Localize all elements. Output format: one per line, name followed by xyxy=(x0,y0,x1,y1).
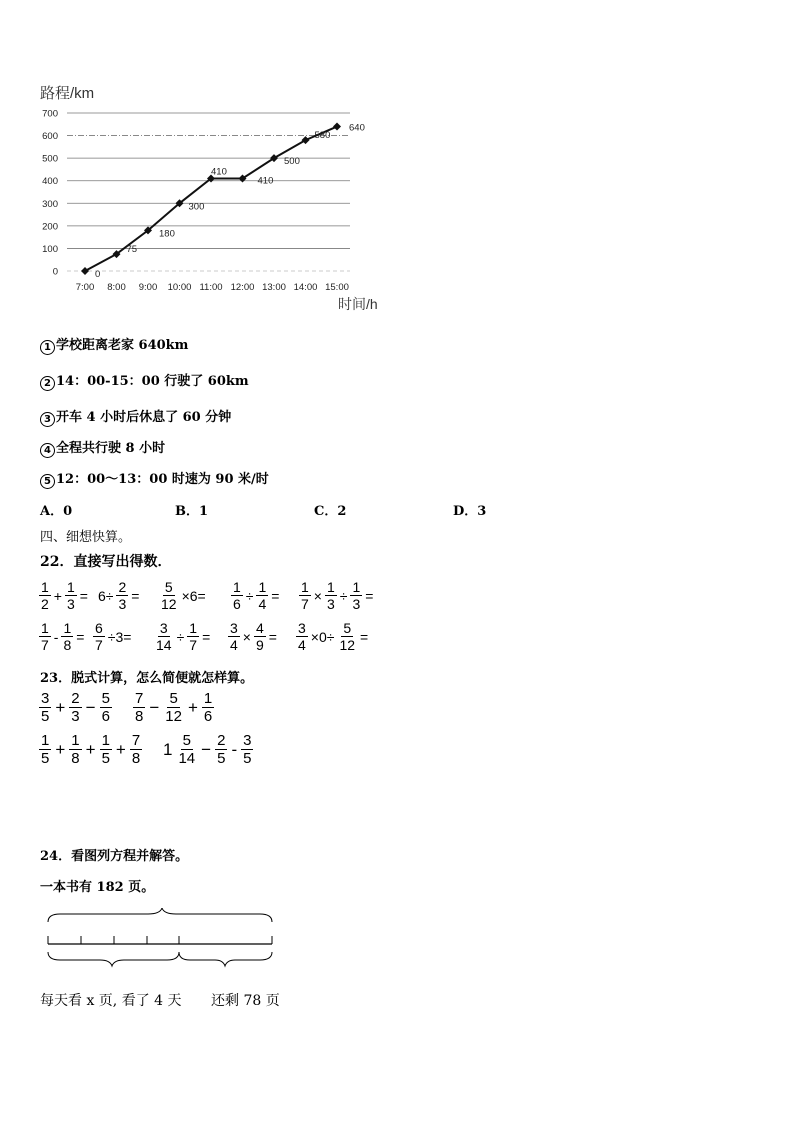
operator: 1 xyxy=(163,739,173,759)
circle-number-icon: 3 xyxy=(40,412,55,427)
data-label: 580 xyxy=(314,130,331,142)
denominator: 5 xyxy=(243,750,252,767)
denominator: 2 xyxy=(41,596,49,612)
denominator: 5 xyxy=(41,750,50,767)
fraction xyxy=(39,621,51,652)
statement-1: 1 学校距离老家 640km xyxy=(40,334,188,355)
fraction xyxy=(69,691,81,724)
operator: = xyxy=(131,587,140,604)
operator: = xyxy=(365,587,374,604)
data-label: 75 xyxy=(126,244,138,256)
x-tick-label: 7:00 xyxy=(75,282,95,293)
data-point xyxy=(81,267,89,275)
operator: ÷ xyxy=(176,628,185,645)
fraction xyxy=(159,580,179,611)
numerator: 1 xyxy=(41,732,50,749)
mental-expr xyxy=(230,580,281,611)
numerator: 3 xyxy=(243,732,252,749)
operator: = xyxy=(202,628,211,645)
denominator: 8 xyxy=(131,750,141,767)
operator: ×0÷ xyxy=(310,628,335,645)
numerator: 7 xyxy=(135,690,144,707)
data-point xyxy=(333,123,341,131)
operator: − xyxy=(201,739,212,759)
data-label: 640 xyxy=(349,122,365,134)
y-tick-label: 200 xyxy=(42,221,58,233)
numerator: 5 xyxy=(343,620,352,636)
denominator: 4 xyxy=(298,637,306,653)
data-label: 180 xyxy=(159,228,175,240)
mental-expr xyxy=(153,621,212,652)
operator: ÷ xyxy=(245,587,254,604)
numerator: 1 xyxy=(203,690,213,707)
fraction xyxy=(228,621,240,652)
fraction xyxy=(337,621,357,652)
fraction xyxy=(163,691,184,724)
y-tick-label: 100 xyxy=(42,243,58,255)
y-tick-label: 600 xyxy=(42,131,58,143)
x-tick-label: 11:00 xyxy=(199,282,223,293)
label-pages-left: 还剩 78 页 xyxy=(211,993,280,1009)
numerator: 1 xyxy=(41,579,49,595)
fraction xyxy=(39,691,51,724)
top-brace xyxy=(48,908,272,922)
fraction xyxy=(154,621,174,652)
circle-number-icon: 4 xyxy=(40,443,55,458)
mental-expr xyxy=(298,580,375,611)
numerator: 1 xyxy=(301,579,309,595)
fraction xyxy=(202,691,214,724)
operator: = xyxy=(360,628,369,645)
fraction xyxy=(93,621,105,652)
denominator: 3 xyxy=(352,596,361,612)
section-heading: 四、细想快算。 xyxy=(40,530,132,545)
operator: × xyxy=(313,587,322,604)
y-tick-label: 500 xyxy=(42,153,58,165)
x-tick-label: 13:00 xyxy=(262,282,286,293)
operator: - xyxy=(53,628,59,645)
denominator: 7 xyxy=(41,637,49,653)
numerator: 1 xyxy=(71,732,80,749)
fraction xyxy=(241,733,253,766)
operator: = xyxy=(79,587,88,604)
fraction xyxy=(256,580,268,611)
numerator: 5 xyxy=(182,732,191,749)
fraction xyxy=(299,580,311,611)
x-tick-label: 9:00 xyxy=(138,282,158,293)
y-tick-label: 400 xyxy=(42,176,58,188)
operator: ×6= xyxy=(181,587,206,604)
operator: + xyxy=(55,739,66,759)
data-label: 410 xyxy=(211,166,227,178)
numerator: 5 xyxy=(101,690,110,707)
denominator: 8 xyxy=(71,750,80,767)
denominator: 8 xyxy=(135,708,144,725)
denominator: 8 xyxy=(63,637,72,653)
data-label: 410 xyxy=(257,175,274,187)
segment-diagram xyxy=(40,908,280,972)
numerator: 3 xyxy=(230,620,238,636)
circle-number-icon: 5 xyxy=(40,474,55,489)
denominator: 12 xyxy=(161,596,177,612)
fraction xyxy=(325,580,337,611)
operator: ÷3= xyxy=(107,628,132,645)
fraction xyxy=(350,580,362,611)
mental-expr xyxy=(96,580,141,611)
numerator: 2 xyxy=(217,732,226,749)
calc-expr xyxy=(160,733,254,766)
mental-expr xyxy=(38,621,86,652)
operator: ÷ xyxy=(339,587,348,604)
numerator: 1 xyxy=(233,579,241,595)
option-d[interactable]: D．3 xyxy=(453,504,487,519)
operator: = xyxy=(271,587,280,604)
operator: − xyxy=(149,697,160,717)
numerator: 7 xyxy=(131,732,141,749)
fraction xyxy=(69,733,81,766)
operator: + xyxy=(187,697,198,717)
distance-time-chart xyxy=(30,76,400,316)
numerator: 1 xyxy=(352,579,361,595)
fraction xyxy=(133,691,145,724)
calc-expr xyxy=(38,691,113,724)
fraction xyxy=(130,733,142,766)
numerator: 2 xyxy=(71,690,80,707)
denominator: 12 xyxy=(165,708,182,725)
operator: × xyxy=(242,628,251,645)
denominator: 4 xyxy=(258,596,267,612)
operator: 6÷ xyxy=(98,587,114,604)
y-tick-label: 0 xyxy=(52,266,58,278)
fraction xyxy=(100,733,112,766)
option-c[interactable]: C．2 xyxy=(314,504,347,519)
denominator: 6 xyxy=(233,596,241,612)
denominator: 3 xyxy=(326,596,335,612)
denominator: 5 xyxy=(41,708,50,725)
calc-expr xyxy=(132,691,215,724)
numerator: 3 xyxy=(159,620,168,636)
numerator: 3 xyxy=(41,690,50,707)
denominator: 3 xyxy=(118,596,127,612)
operator: + xyxy=(115,739,126,759)
data-point xyxy=(302,136,310,144)
mental-expr xyxy=(38,580,90,611)
denominator: 3 xyxy=(71,708,80,725)
book-pages: 一本书有 182 页。 xyxy=(40,880,155,895)
fraction xyxy=(100,691,112,724)
question-24-title: 24．看图列方程并解答。 xyxy=(40,849,189,864)
numerator: 1 xyxy=(189,620,198,636)
circle-number-icon: 1 xyxy=(40,340,55,355)
statement-3: 3 开车 4 小时后休息了 60 分钟 xyxy=(40,406,231,427)
option-a[interactable]: A．0 xyxy=(40,504,73,519)
denominator: 6 xyxy=(101,708,110,725)
bottom-brace-left xyxy=(48,952,179,966)
operator: + xyxy=(85,739,96,759)
fraction xyxy=(296,621,308,652)
numerator: 1 xyxy=(63,620,72,636)
denominator: 9 xyxy=(255,637,264,653)
denominator: 5 xyxy=(217,750,226,767)
denominator: 7 xyxy=(189,637,198,653)
denominator: 6 xyxy=(203,708,213,725)
numerator: 1 xyxy=(326,579,335,595)
series-line xyxy=(85,127,337,271)
data-label: 0 xyxy=(95,269,101,280)
y-tick-label: 300 xyxy=(42,198,58,210)
fraction xyxy=(116,580,128,611)
y-axis-label: 路程/km xyxy=(40,85,95,102)
option-b[interactable]: B．1 xyxy=(175,504,209,519)
label-days-read: 每天看 x 页, 看了 4 天 xyxy=(40,993,182,1009)
question-22-title: 22．直接写出得数． xyxy=(40,554,172,570)
numerator: 1 xyxy=(258,579,267,595)
operator: + xyxy=(53,587,62,604)
numerator: 2 xyxy=(118,579,127,595)
denominator: 14 xyxy=(156,637,172,653)
x-axis-label: 时间/h xyxy=(338,296,378,312)
x-tick-label: 8:00 xyxy=(107,282,126,293)
numerator: 6 xyxy=(95,620,103,636)
fraction xyxy=(61,621,73,652)
numerator: 1 xyxy=(66,579,75,595)
fraction xyxy=(176,733,197,766)
statement-2: 2 14：00-15：00 行驶了 60km xyxy=(40,370,249,391)
fraction xyxy=(231,580,243,611)
x-tick-label: 10:00 xyxy=(167,282,192,293)
mental-expr xyxy=(227,621,279,652)
fraction xyxy=(187,621,199,652)
operator: − xyxy=(85,697,96,717)
numerator: 5 xyxy=(169,690,178,707)
x-tick-label: 15:00 xyxy=(325,282,349,293)
mental-expr xyxy=(92,621,133,652)
denominator: 7 xyxy=(301,596,309,612)
data-label: 300 xyxy=(188,201,205,213)
question-23-title: 23．脱式计算，怎么简便就怎样算。 xyxy=(40,671,254,686)
operator: - xyxy=(231,739,238,759)
numerator: 1 xyxy=(41,620,49,636)
denominator: 12 xyxy=(339,637,356,653)
numerator: 4 xyxy=(255,620,264,636)
mental-expr xyxy=(158,580,208,611)
x-tick-label: 14:00 xyxy=(293,282,318,293)
operator: + xyxy=(55,697,66,717)
calc-expr xyxy=(38,733,143,766)
operator: = xyxy=(76,628,85,645)
bottom-brace-right xyxy=(179,952,272,966)
fraction xyxy=(215,733,227,766)
statement-4: 4 全程共行驶 8 小时 xyxy=(40,437,165,458)
data-label: 500 xyxy=(284,156,300,168)
numerator: 1 xyxy=(101,732,110,749)
fraction xyxy=(254,621,266,652)
denominator: 14 xyxy=(178,750,196,767)
fraction xyxy=(39,580,51,611)
denominator: 4 xyxy=(230,637,238,653)
numerator: 5 xyxy=(164,579,173,595)
fraction xyxy=(65,580,77,611)
statement-5: 5 12：00～13：00 时速为 90 米/时 xyxy=(40,468,269,489)
y-tick-label: 700 xyxy=(42,108,58,120)
mental-expr xyxy=(295,621,370,652)
x-tick-label: 12:00 xyxy=(230,282,255,293)
operator: = xyxy=(268,628,277,645)
denominator: 7 xyxy=(95,637,103,653)
fraction xyxy=(39,733,51,766)
numerator: 3 xyxy=(298,620,306,636)
denominator: 5 xyxy=(101,750,110,767)
circle-number-icon: 2 xyxy=(40,376,55,391)
denominator: 3 xyxy=(66,596,75,612)
